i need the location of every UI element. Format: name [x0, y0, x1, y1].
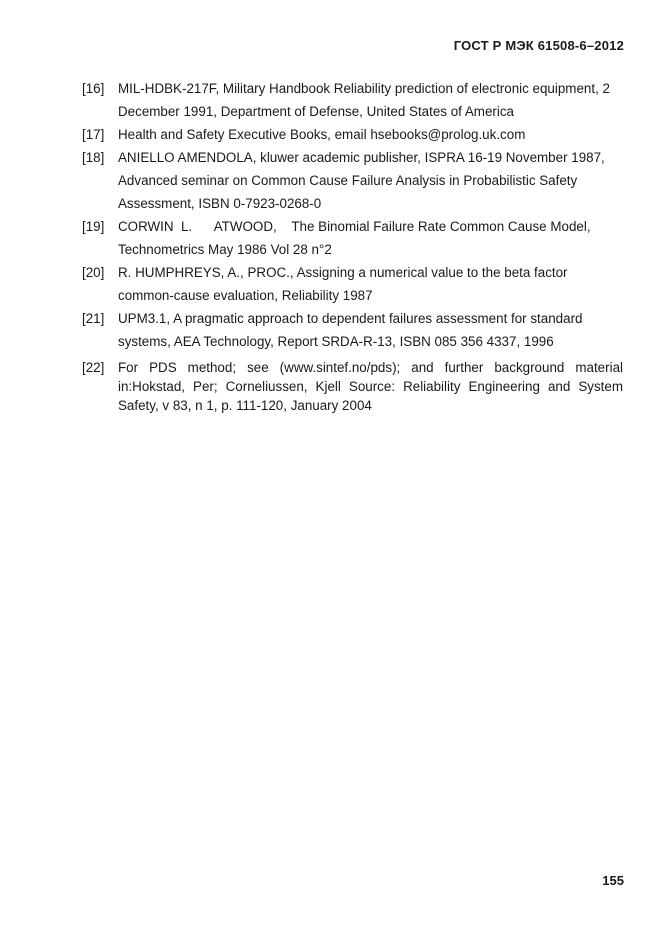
reference-list — [82, 77, 623, 415]
reference-item — [82, 358, 623, 415]
reference-item — [82, 261, 623, 307]
reference-number: [18] — [82, 150, 105, 165]
reference-text: R. HUMPHREYS, A., PROC., Assigning a numerical value to the beta factor common-cause evaluation, Reliability 1987 — [118, 265, 568, 303]
reference-item — [82, 77, 623, 123]
reference-item — [82, 123, 623, 146]
reference-number: [22] — [82, 360, 105, 375]
reference-item — [82, 215, 623, 261]
page-number: 155 — [602, 873, 624, 888]
reference-text: UPM3.1, A pragmatic approach to dependent failures assessment for standard systems, AEA Technology, Report SRDA-R-13, ISBN 085 356 4337, 1996 — [118, 311, 583, 349]
reference-text: ANIELLO AMENDOLA, kluwer academic publisher, ISPRA 16-19 November 1987, Advanced seminar on Common Cause Failure Analysis in Probabilistic Safety Assessment, ISBN 0-7923-0268-0 — [118, 150, 605, 211]
reference-item — [82, 146, 623, 215]
document-header-standard: ГОСТ Р МЭК 61508-6–2012 — [453, 38, 624, 53]
reference-number: [21] — [82, 311, 105, 326]
reference-item — [82, 307, 623, 353]
reference-number: [19] — [82, 219, 105, 234]
reference-text: MIL-HDBK-217F, Military Handbook Reliability prediction of electronic equipment, 2 December 1991, Department of Defense, United States of America — [118, 81, 610, 119]
reference-text: CORWIN L. ATWOOD, The Binomial Failure Rate Common Cause Model, Technometrics May 1986 Vol 28 n°2 — [118, 219, 595, 257]
reference-text: Health and Safety Executive Books, email hsebooks@prolog.uk.com — [118, 127, 526, 142]
reference-number: [20] — [82, 265, 105, 280]
reference-text: For PDS method; see (www.sintef.no/pds); and further background material in:Hokstad, Per; Corneliussen, Kjell Source: Reliability Engineering and System Safety, v 83, n 1, p. 111-120, January 2004 — [118, 360, 623, 413]
reference-number: [17] — [82, 127, 105, 142]
reference-number: [16] — [82, 81, 105, 96]
